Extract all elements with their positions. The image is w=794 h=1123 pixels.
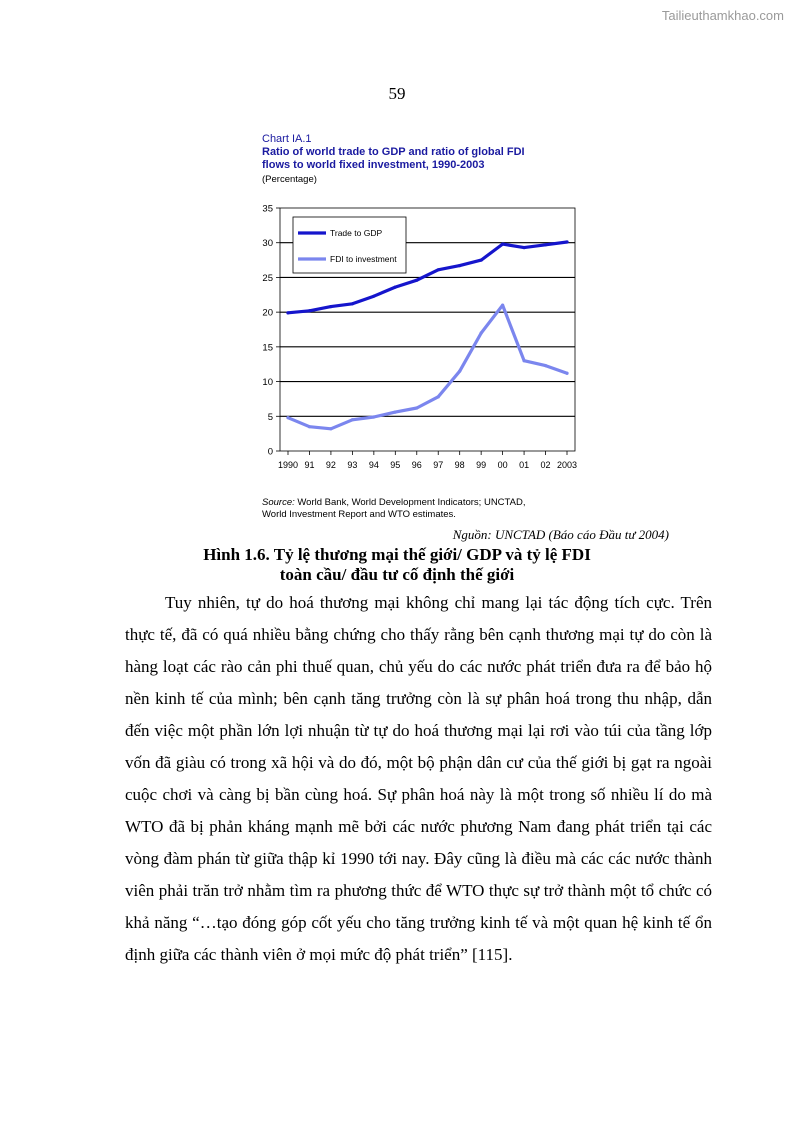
figure-caption (0, 545, 794, 585)
data-point (458, 264, 461, 267)
y-tick-label: 5 (267, 411, 273, 423)
x-tick-label: 97 (433, 460, 444, 470)
y-tick-label: 35 (262, 203, 273, 215)
chart-title-line-2: flows to world fixed investment, 1990-2003 (262, 159, 485, 171)
x-tick-label: 1990 (277, 460, 299, 470)
data-point (437, 268, 440, 271)
data-point (544, 243, 547, 246)
data-point (308, 425, 311, 428)
data-point (480, 258, 483, 261)
data-point (286, 416, 289, 419)
data-point (565, 240, 568, 243)
figure-caption-line-1: Hình 1.6. Tỷ lệ thương mại thế giới/ GDP và tỷ lệ FDI (203, 545, 591, 564)
chart-source (262, 497, 582, 521)
x-tick-label: 91 (304, 460, 315, 470)
source-note: Nguồn: UNCTAD (Báo cáo Đầu tư 2004) (452, 527, 669, 542)
chart-legend (293, 217, 406, 273)
data-point (329, 427, 332, 430)
chart-source-line-2: World Investment Report and WTO estimates. (262, 509, 456, 520)
y-tick-label: 10 (262, 377, 273, 389)
x-tick-label: 96 (411, 460, 422, 470)
data-point (437, 395, 440, 398)
data-point (286, 311, 289, 314)
chart-source-line-1: World Bank, World Development Indicators; UNCTAD, (297, 497, 526, 508)
data-point (372, 295, 375, 298)
x-tick-label: 92 (325, 460, 336, 470)
chart-unit: (Percentage) (262, 174, 317, 185)
y-tick-label: 25 (262, 272, 273, 284)
y-tick-label: 0 (267, 446, 273, 458)
x-tick-label: 01 (519, 460, 530, 470)
data-point (501, 243, 504, 246)
page-number: 59 (388, 84, 406, 103)
data-point (544, 364, 547, 367)
data-point (522, 359, 525, 362)
legend-label: FDI to investment (330, 254, 397, 264)
data-point (308, 309, 311, 312)
x-tick-label: 00 (497, 460, 508, 470)
data-point (329, 305, 332, 308)
figure-caption-line-2: toàn cầu/ đầu tư cố định thế giới (279, 565, 515, 584)
data-point (394, 411, 397, 414)
data-point (394, 286, 397, 289)
y-tick-label: 30 (262, 238, 273, 250)
x-tick-label: 93 (347, 460, 358, 470)
chart-title-line-1: Ratio of world trade to GDP and ratio of global FDI (262, 146, 525, 158)
y-tick-label: 15 (262, 342, 273, 354)
data-point (415, 406, 418, 409)
data-point (565, 372, 568, 375)
data-point (351, 418, 354, 421)
y-tick-label: 20 (262, 307, 273, 319)
line-chart (248, 198, 588, 480)
data-point (458, 370, 461, 373)
chart-header (262, 132, 582, 186)
x-tick-label: 02 (540, 460, 551, 470)
x-tick-label: 98 (454, 460, 465, 470)
data-point (522, 246, 525, 249)
watermark: Tailieuthamkhao.com (661, 8, 784, 23)
legend-box (293, 217, 406, 273)
x-tick-label: 99 (476, 460, 487, 470)
data-point (351, 302, 354, 305)
body-text (125, 587, 712, 971)
body-paragraph: Tuy nhiên, tự do hoá thương mại không chỉ mang lại tác động tích cực. Trên thực tế, đã có quá nhiều bằng chứng cho thấy rằng bên cạnh thương mại tự do còn là hàng loạt các rào cản phi thuế quan, chủ yếu do các nước phát triển đưa ra để bảo hộ nền kinh tế của mình; bên cạnh tăng trưởng còn là sự phân hoá trong thu nhập, dẫn đến việc một phần lớn lợi nhuận từ tự do hoá thương mại lại rơi vào túi của tầng lớp vốn đã giàu có trong xã hội và do đó, một bộ phận dân cư của thế giới bị gạt ra ngoài cuộc chơi và càng bị bần cùng hoá. Sự phân hoá này là một trong số nhiều lí do mà WTO đã bị phản kháng mạnh mẽ bởi các nước phương Nam đang phát triển tại các vòng đàm phán từ giữa thập kỉ 1990 tới nay. Đây cũng là điều mà các các nước thành viên phải trăn trở nhằm tìm ra phương thức để WTO thực sự trở thành một tổ chức có khả năng “…tạo đóng góp cốt yếu cho tăng trưởng kinh tế và một quan hệ kinh tế ổn định giữa các thành viên ở mọi mức độ phát triển” [115]. (125, 593, 712, 964)
data-point (415, 279, 418, 282)
data-point (501, 304, 504, 307)
chart-source-label: Source: (262, 497, 295, 508)
chart-number: Chart IA.1 (262, 133, 312, 145)
data-point (372, 415, 375, 418)
x-tick-label: 94 (368, 460, 379, 470)
x-tick-label: 2003 (556, 460, 578, 470)
series-line-2 (288, 305, 567, 429)
legend-label: Trade to GDP (330, 228, 383, 238)
data-point (480, 331, 483, 334)
x-tick-label: 95 (390, 460, 401, 470)
